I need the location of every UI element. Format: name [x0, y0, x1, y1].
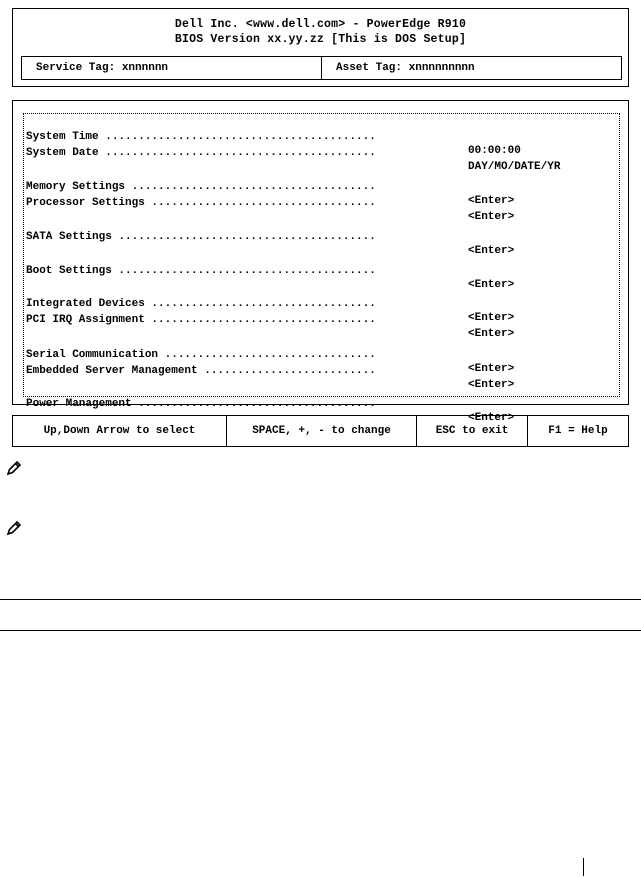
- pencil-note-icon: [6, 520, 22, 536]
- menu-item-boot-settings[interactable]: [26, 250, 616, 291]
- key-help-bar: [12, 415, 629, 447]
- asset-tag: Asset Tag: xnnnnnnnnn: [321, 57, 621, 79]
- vendor-title: Dell Inc. <www.dell.com> - PowerEdge R910: [174, 18, 467, 31]
- menu-item-value[interactable]: 00:00:00: [468, 145, 521, 157]
- help-select: Up,Down Arrow to select: [43, 425, 196, 437]
- help-exit: ESC to exit: [416, 416, 527, 446]
- menu-item-processor-settings[interactable]: [26, 182, 616, 223]
- help-change: SPACE, +, - to change: [226, 416, 416, 446]
- menu-item-label: Embedded Server Management ..........................: [26, 365, 376, 377]
- setup-menu-list: [23, 113, 620, 424]
- menu-item-label: PCI IRQ Assignment ..................................: [26, 314, 376, 326]
- menu-item-value[interactable]: <Enter>: [468, 363, 515, 375]
- menu-item-label: System Date .........................................: [26, 147, 376, 159]
- service-tag: Service Tag: xnnnnnn: [36, 62, 169, 74]
- menu-item-label: Boot Settings .......................................: [26, 265, 376, 277]
- divider: [0, 630, 641, 631]
- menu-item-value[interactable]: <Enter>: [468, 312, 515, 324]
- menu-item-value[interactable]: <Enter>: [468, 379, 515, 391]
- menu-item-embedded-server-management[interactable]: [26, 350, 616, 391]
- menu-item-label: Memory Settings .....................................: [26, 181, 376, 193]
- menu-item-value[interactable]: <Enter>: [468, 412, 515, 424]
- menu-item-value[interactable]: <Enter>: [468, 245, 515, 257]
- menu-item-label: SATA Settings .......................................: [26, 231, 376, 243]
- menu-item-power-management[interactable]: [26, 383, 616, 424]
- menu-item-sata-settings[interactable]: [26, 216, 616, 257]
- bios-version: BIOS Version xx.yy.zz [This is DOS Setup]: [174, 33, 467, 46]
- pencil-note-icon: [6, 460, 22, 476]
- menu-item-value[interactable]: <Enter>: [468, 328, 515, 340]
- menu-item-value[interactable]: <Enter>: [468, 279, 515, 291]
- divider: [0, 599, 641, 600]
- menu-item-label: Integrated Devices ..................................: [26, 298, 376, 310]
- menu-item-value[interactable]: <Enter>: [468, 195, 515, 207]
- menu-item-label: System Time .........................................: [26, 131, 376, 143]
- menu-item-label: Serial Communication ................................: [26, 349, 376, 361]
- menu-item-pci-irq-assignment[interactable]: [26, 299, 616, 340]
- menu-item-value[interactable]: <Enter>: [468, 211, 515, 223]
- setup-menu-panel: [12, 100, 629, 424]
- menu-item-label: Processor Settings ..................................: [26, 197, 376, 209]
- page-mark: [583, 858, 584, 876]
- tag-row: [21, 56, 622, 80]
- help-f1: F1 = Help: [527, 416, 628, 446]
- menu-item-label: Power Management ....................................: [26, 398, 376, 410]
- menu-item-value[interactable]: DAY/MO/DATE/YR: [468, 161, 561, 173]
- bios-header: [12, 8, 629, 87]
